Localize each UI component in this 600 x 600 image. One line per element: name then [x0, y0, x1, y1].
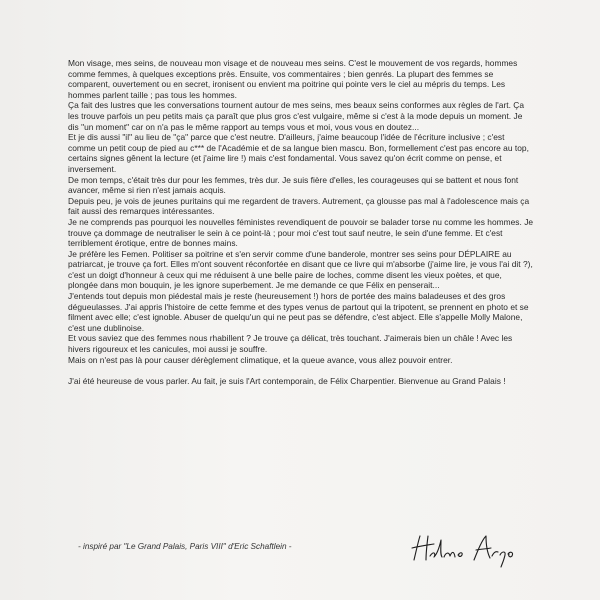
paragraph: J'ai été heureuse de vous parler. Au fait, je suis l'Art contemporain, de Félix Charpentier. Bienvenue au Grand Palais ! — [68, 375, 506, 386]
paragraph: Ça fait des lustres que les conversations tournent autour de mes seins, mes beaux seins conformes aux règles de l'art. Ça les trouve parfois un peu petits mais ça paraît que plus gros c'est vulgaire, même si c'est à la mode depuis un moment. Je dis "un moment" car on n'a pas le même rapport au temps vous et moi, vous vous en doutez... — [68, 100, 525, 132]
signature-image — [408, 530, 518, 570]
paragraph: Je ne comprends pas pourquoi les nouvelles féministes revendiquent de pouvoir se balader torse nu comme les hommes. Je trouve ça dommage de neutraliser le sein à ce point-là ; pour moi c'est tout sauf neutre, le sein d'une femme. Et c'est terriblement érotique, entre de bonnes mains. — [68, 216, 534, 249]
paragraph: Depuis peu, je vois de jeunes puritains qui me regardent de travers. Autrement, ça glousse pas mal à l'adolescence mais ça fait aussi des remarques intéressantes. — [68, 195, 530, 217]
paragraph: J'entends tout depuis mon piédestal mais je reste (heureusement !) hors de portée des mains baladeuses et des gros dégueulasses. J'ai appris l'histoire de cette femme et des types venus de partout qui la tripotent, se prennent en photo et se filment avec elle; c'est ignoble. Abuser de quelqu'un qui ne peut pas se défendre, c'est abject. Elle s'appelle Molly Malone, c'est une dublinoise. — [68, 291, 529, 333]
paragraph: Mais on n'est pas là pour causer dérèglement climatique, et la queue avance, vous allez pouvoir entrer. — [68, 354, 453, 365]
spacer — [68, 365, 534, 376]
paragraph: Et je dis aussi "il" au lieu de "ça" parce que c'est neutre. D'ailleurs, j'aime beaucoup l'idée de l'écriture inclusive ; c'est comme un petit coup de pied au c*** de l'Académie et de sa langue bien mascu. Bon, formellement c'est pas encore au top, certains signes gênent la lecture (et j'aime lire !) mais c'est fondamental. Vous savez qu'on écrit comme on pense, et inversement. — [68, 132, 529, 174]
paragraph: Je préfère les Femen. Politiser sa poitrine et s'en servir comme d'une banderole, montrer ses seins pour DÉPLAIRE au patriarcat, je trouve ça fort. Elles m'ont souvent réconfortée en disant que ce livre qui m'absorbe (j'aime lire, je vous l'ai dit ?), c'est un doigt d'honneur à ceux qui me réduisent à une belle paire de loches, comme disent les vieux poètes, et que, plongée dans mon bouquin, je les ignore superbement. Je me demande ce que Félix en penserait... — [68, 248, 533, 291]
paragraph: Mon visage, mes seins, de nouveau mon visage et de nouveau mes seins. C'est le mouvement de vos regards, hommes comme femmes, à quelques exceptions près. Ensuite, vos commentaires ; bien genrés. La plupart des femmes se comparent, ouvertement ou en secret, ironisent ou envient ma poitrine qui pointe vers le ciel au mépris du temps. Les hommes parlent taille ; pas tous les hommes. — [68, 58, 518, 100]
credit-line: - inspiré par "Le Grand Palais, Paris VIII" d'Eric Schaftlein - — [78, 542, 292, 551]
paragraph: Et vous saviez que des femmes nous rhabillent ? Je trouve ça délicat, très touchant. J'aimerais bien un châle ! Avec les hivers rigoureux et les canicules, moi aussi je souffre. — [68, 333, 513, 355]
text-block — [68, 58, 534, 386]
paragraph: De mon temps, c'était très dur pour les femmes, très dur. Je suis fière d'elles, les courageuses qui se battent et nous font avancer, même si rien n'est jamais acquis. — [68, 174, 519, 196]
